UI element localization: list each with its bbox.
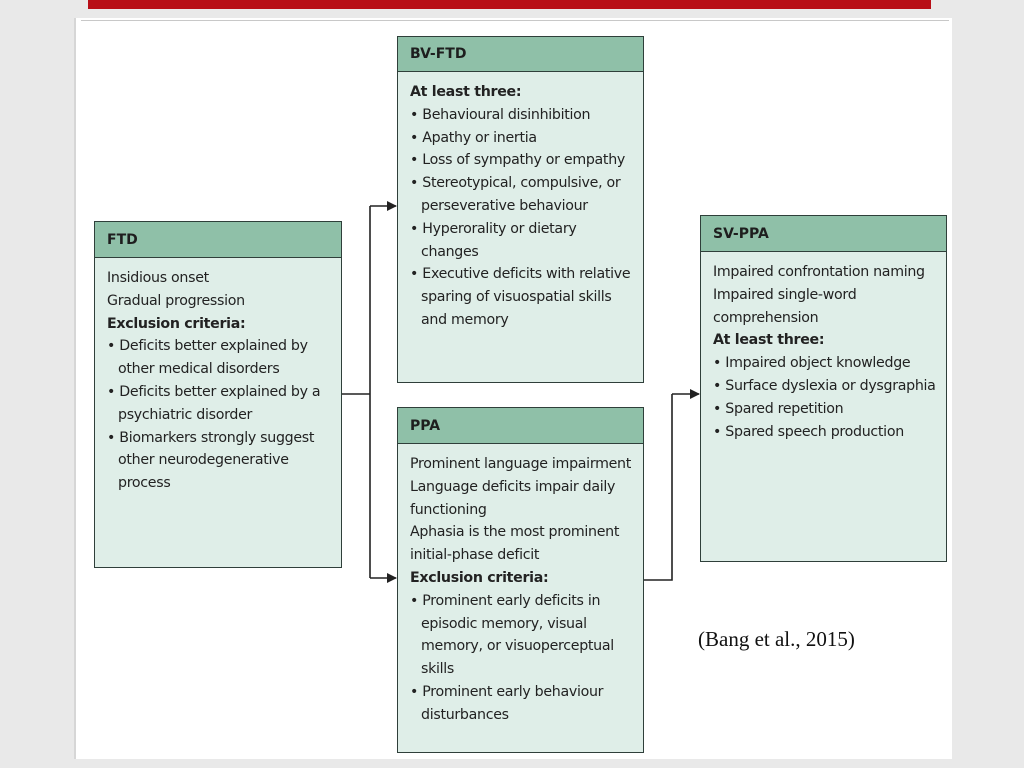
bvftd-body (398, 72, 643, 332)
bvftd-bullet: • Executive deficits with relative sparing of visuospatial skills and memory (410, 263, 633, 331)
ftd-bullet: • Biomarkers strongly suggest other neurodegenerative process (107, 427, 331, 495)
ftd-line: Gradual progression (107, 292, 245, 309)
svppa-criteria-heading: At least three: (713, 332, 825, 349)
svppa-bullet: • Impaired object knowledge (713, 352, 936, 375)
ppa-body (398, 444, 643, 727)
bvftd-bullet: • Behavioural disinhibition (410, 104, 633, 127)
citation-text: (Bang et al., 2015) (698, 627, 855, 651)
ftd-bullet: • Deficits better explained by a psychiatric disorder (107, 381, 331, 427)
ppa-bullet: • Prominent early deficits in episodic memory, visual memory, or visuoperceptual skills (410, 590, 633, 681)
ftd-branch-connector (342, 206, 370, 578)
svppa-line: Impaired confrontation naming (713, 264, 925, 280)
ftd-bullet: • Deficits better explained by other medical disorders (107, 335, 331, 381)
svppa-bullet: • Spared repetition (713, 398, 936, 421)
ppa-line: Aphasia is the most prominent initial-phase deficit (410, 524, 620, 564)
svppa-bullet: • Spared speech production (713, 421, 936, 444)
ppa-criteria-heading: Exclusion criteria: (410, 569, 549, 586)
ppa-line: Prominent language impairment (410, 456, 632, 472)
ftd-line: Insidious onset (107, 270, 209, 286)
bvftd-bullet: • Stereotypical, compulsive, or perseverative behaviour (410, 172, 633, 218)
ftd-header: FTD (95, 222, 341, 258)
bvftd-bullet: • Loss of sympathy or empathy (410, 149, 633, 172)
ftd-criteria-heading: Exclusion criteria: (107, 315, 246, 332)
ppa-line: Language deficits impair daily functioning (410, 478, 616, 518)
bvftd-header: BV-FTD (398, 37, 643, 72)
ppa-to-svppa-connector (644, 394, 672, 580)
ppa-header: PPA (398, 408, 643, 444)
bvftd-box (397, 36, 644, 383)
ftd-box (94, 221, 342, 568)
bvftd-bullet: • Hyperorality or dietary changes (410, 218, 633, 264)
svppa-line: Impaired single-word comprehension (713, 286, 857, 326)
ppa-bullet: • Prominent early behaviour disturbances (410, 681, 633, 727)
svppa-box (700, 215, 947, 562)
bvftd-criteria-heading: At least three: (410, 84, 522, 100)
bvftd-bullet: • Apathy or inertia (410, 127, 633, 150)
svppa-body (701, 252, 946, 443)
svppa-bullet: • Surface dyslexia or dysgraphia (713, 375, 936, 398)
ftd-body (95, 258, 341, 495)
ppa-box (397, 407, 644, 753)
svppa-header: SV-PPA (701, 216, 946, 252)
